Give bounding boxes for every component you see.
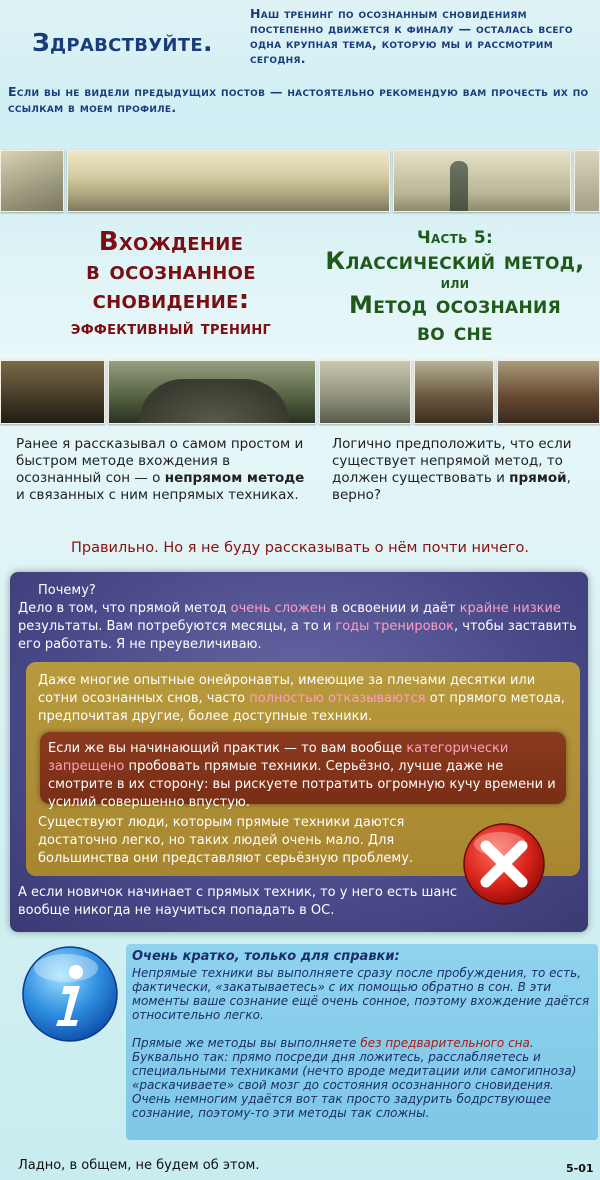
verdict-line: Правильно. Но я не буду рассказывать о нём почти ничего. [71,540,529,556]
page-number: 5-01 [566,1162,594,1175]
series-title [46,228,296,341]
part-title [310,228,600,346]
bottom-image-strip [0,360,600,424]
indirect-method-term: непрямом методе [164,470,305,486]
lighthouse-tile [393,150,571,212]
blue-info-icon [20,944,120,1044]
closing-line: Ладно, в общем, не будем об этом. [18,1158,260,1173]
profile-note: Если вы не видели предыдущих постов — настоятельно рекомендую вам прочесть их по ссылкам в моем профиле. [8,84,589,115]
dark-roof-tile [0,360,105,424]
series-title-line2: в осознанное [86,256,256,286]
beginner-warning-text: Если же вы начинающий практик — то вам вообще категорически запрещено пробовать прямые техники. Серьёзно, лучше даже не смотрите в их сторону: вы рискуете потратить огромную кучу времени и усилий совершенно впустую. [48,741,556,810]
info-paragraph-indirect: Непрямые техники вы выполняете сразу после пробуждения, то есть, фактически, «закатываетесь» с их помощью обратно в сон. В эти моменты ваше сознание ещё очень сонное, поэтому вхождение даётся относительно легко. [132,966,590,1022]
house-tile [497,360,600,424]
tower-tile [574,150,600,212]
greeting-heading: Здравствуйте. [32,28,213,57]
why-question: Почему? [38,583,96,598]
fog-tile [319,360,411,424]
part-title-line5: во сне [417,318,493,346]
series-title-line3: сновидение: [92,285,250,315]
intro-text: Наш тренинг по осознанным сновидениям постепенно движется к финалу — осталась всего одна крупная тема, которую мы и рассмотрим сегодня. [250,6,573,66]
dome-roof-tile [108,360,316,424]
direct-method-term: прямой [509,470,567,486]
info-heading: Очень кратко, только для справки: [132,949,400,964]
experienced-paragraph: Даже многие опытные онейронавты, имеющие за плечами десятки или сотни осознанных снов, часто полностью отказываются от прямого метода, предпочитая другие, более доступные техники. [38,673,566,724]
why-paragraph: Дело в том, что прямой метод очень сложен в освоении и даёт крайне низкие результаты. Вам потребуются месяцы, а то и годы тренировок, чтобы заставить его работать. Я не преувеличиваю. [18,601,577,652]
series-title-line4: эффективный тренинг [70,317,272,339]
few-people-paragraph: Существуют люди, которым прямые техники даются достаточно легко, но таких людей очень мало. Для большинства они представляют серьёзную проблему. [38,815,414,866]
part-title-line2: Классический метод, [325,247,585,275]
right-column-text: Логично предположить, что если существует непрямой метод, то должен существовать и прямой, верно? [332,436,572,503]
beginner-risk-text: А если новичок начинает с прямых техник, то у него есть шанс вообще никогда не научиться попадать в ОС. [18,885,458,918]
sky-birds-tile [0,150,64,212]
town-roofs-tile [414,360,494,424]
part-title-line4: Метод осознания [349,291,561,319]
info-paragraph-direct: Прямые же методы вы выполняете без предварительного сна. Буквально так: прямо посреди дня ложитесь, расслабляетесь и специальными техниками (нечто вроде медитации или самогипноза) «раскачиваете» свой мозг до состояния осознанного сновидения. Очень немногим удаётся вот так просто задурить бодрствующее сознание, поэтому-то эти методы так сложны. [132,1036,577,1120]
top-image-strip [0,150,600,212]
storm-sky-tile [67,150,390,212]
red-x-cross-icon [462,822,546,906]
left-column-text: Ранее я рассказывал о самом простом и быстром методе вхождения в осознанный сон — о непрямом методе и связанных с ним непрямых техниках. [16,436,305,503]
part-title-line3: или [440,274,470,292]
series-title-line1: Вхождение [98,227,244,257]
part-number: Часть 5: [416,228,494,248]
